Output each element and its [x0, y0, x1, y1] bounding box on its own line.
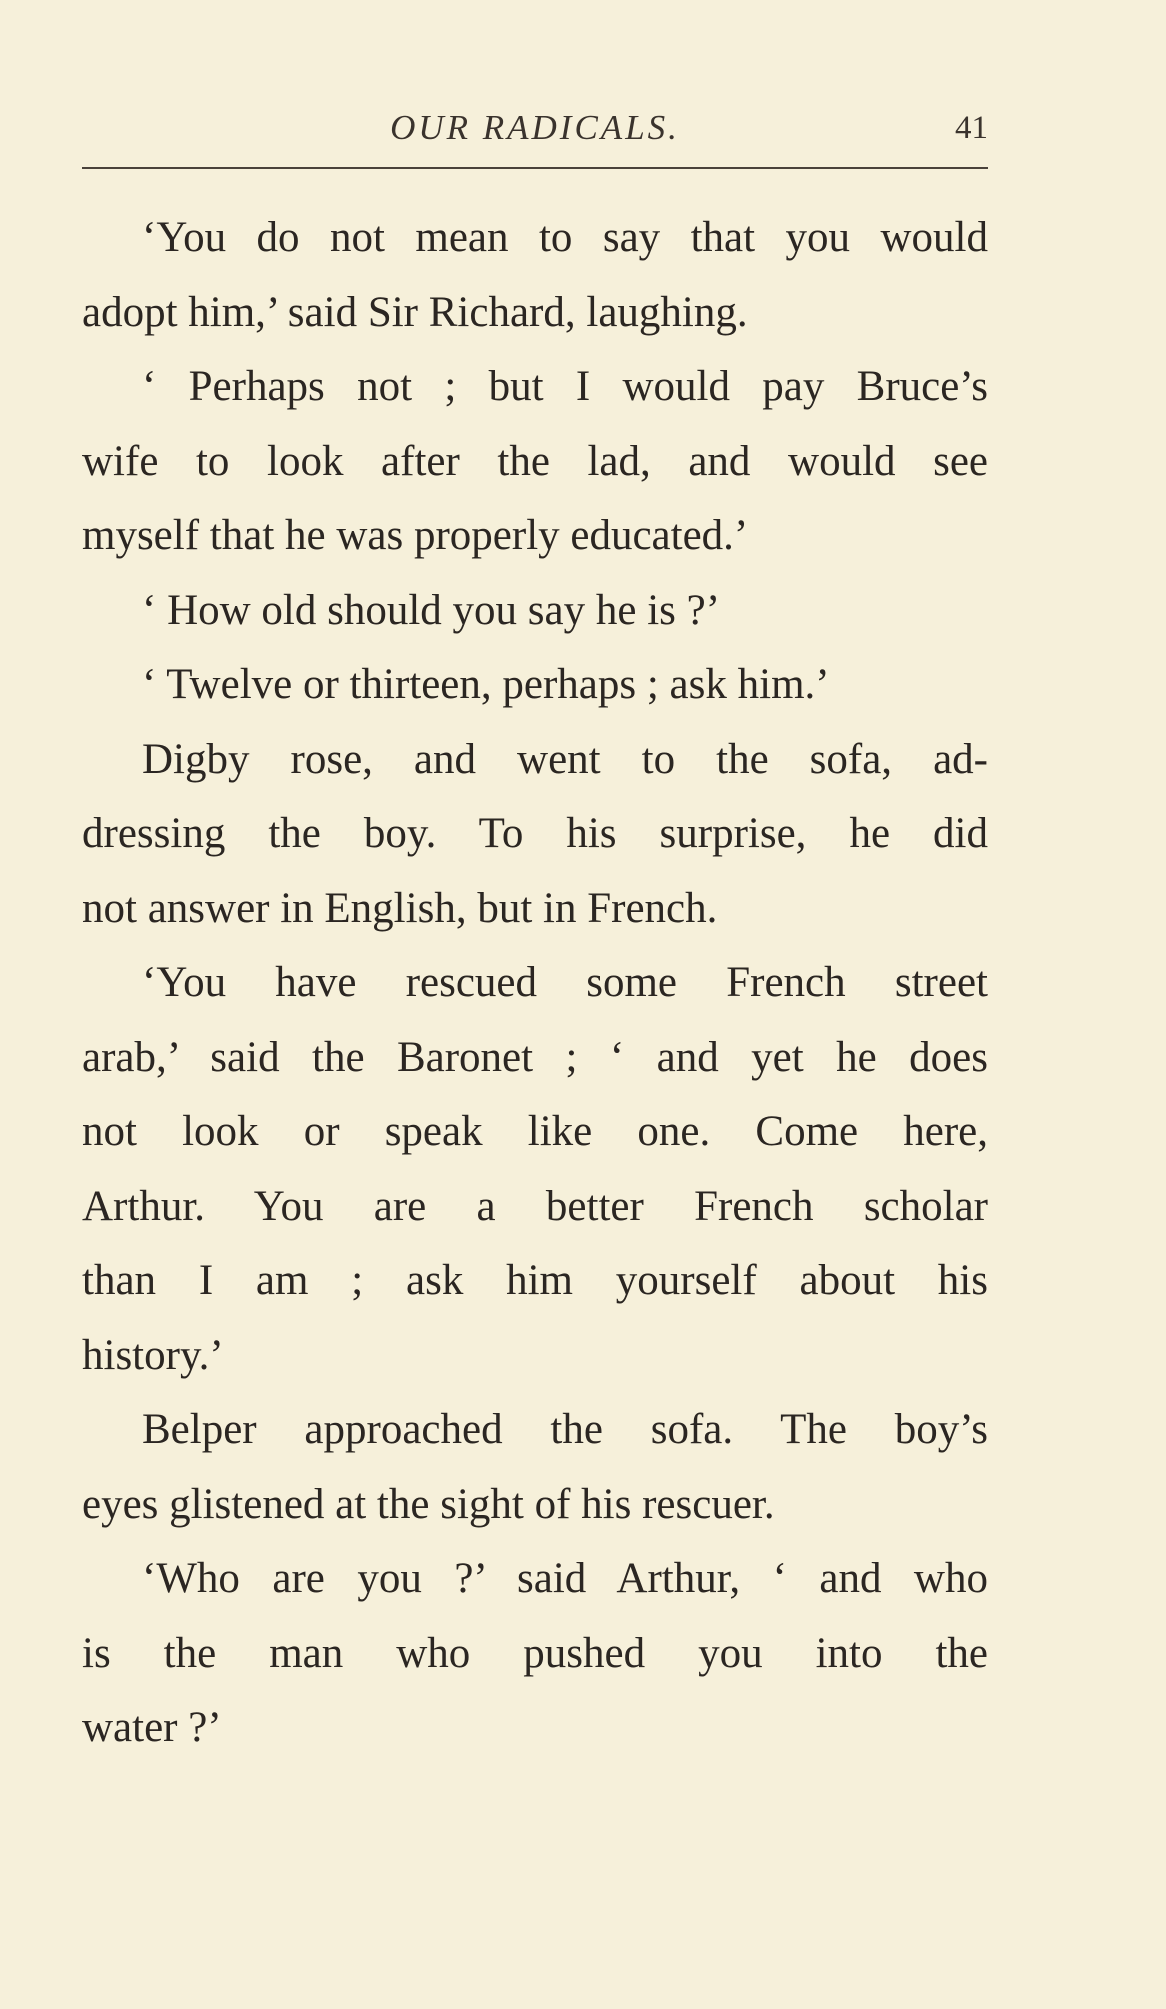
text-line: ‘ How old should you say he is ?’ — [142, 586, 721, 634]
text-line: is the man who pushed you into the — [82, 1629, 988, 1677]
text-line: not look or speak like one. Come here, — [82, 1108, 988, 1155]
text-line: history.’ — [82, 1331, 224, 1379]
text-line: than I am ; ask him yourself about his — [82, 1257, 988, 1304]
body-text — [82, 201, 988, 1766]
text-line: eyes glistened at the sight of his rescuer. — [82, 1480, 775, 1528]
text-line: dressing the boy. To his surprise, he did — [82, 810, 988, 857]
text-line: ‘You have rescued some French street — [142, 959, 988, 1006]
text-line: ‘ Perhaps not ; but I would pay Bruce’s — [142, 363, 988, 410]
text-line: myself that he was properly educated.’ — [82, 512, 749, 559]
text-line: adopt him,’ said Sir Richard, laughing. — [82, 288, 748, 336]
text-line: Arthur. You are a better French scholar — [82, 1182, 988, 1230]
text-line: arab,’ said the Baronet ; ‘ and yet he does — [82, 1033, 988, 1081]
running-title: OUR RADICALS. — [390, 108, 680, 147]
text-line: not answer in English, but in French. — [82, 884, 718, 932]
text-line: Digby rose, and went to the sofa, ad- — [142, 735, 988, 783]
text-line: wife to look after the lad, and would see — [82, 437, 988, 485]
text-line: ‘Who are you ?’ said Arthur, ‘ and who — [142, 1555, 988, 1602]
text-line: water ?’ — [82, 1704, 222, 1751]
text-line: ‘ Twelve or thirteen, perhaps ; ask him.’ — [142, 661, 830, 708]
header-rule — [82, 167, 988, 169]
page-number: 41 — [955, 110, 988, 146]
running-head — [82, 108, 988, 158]
text-line: ‘You do not mean to say that you would — [142, 214, 988, 261]
text-line: Belper approached the sofa. The boy’s — [142, 1406, 988, 1453]
